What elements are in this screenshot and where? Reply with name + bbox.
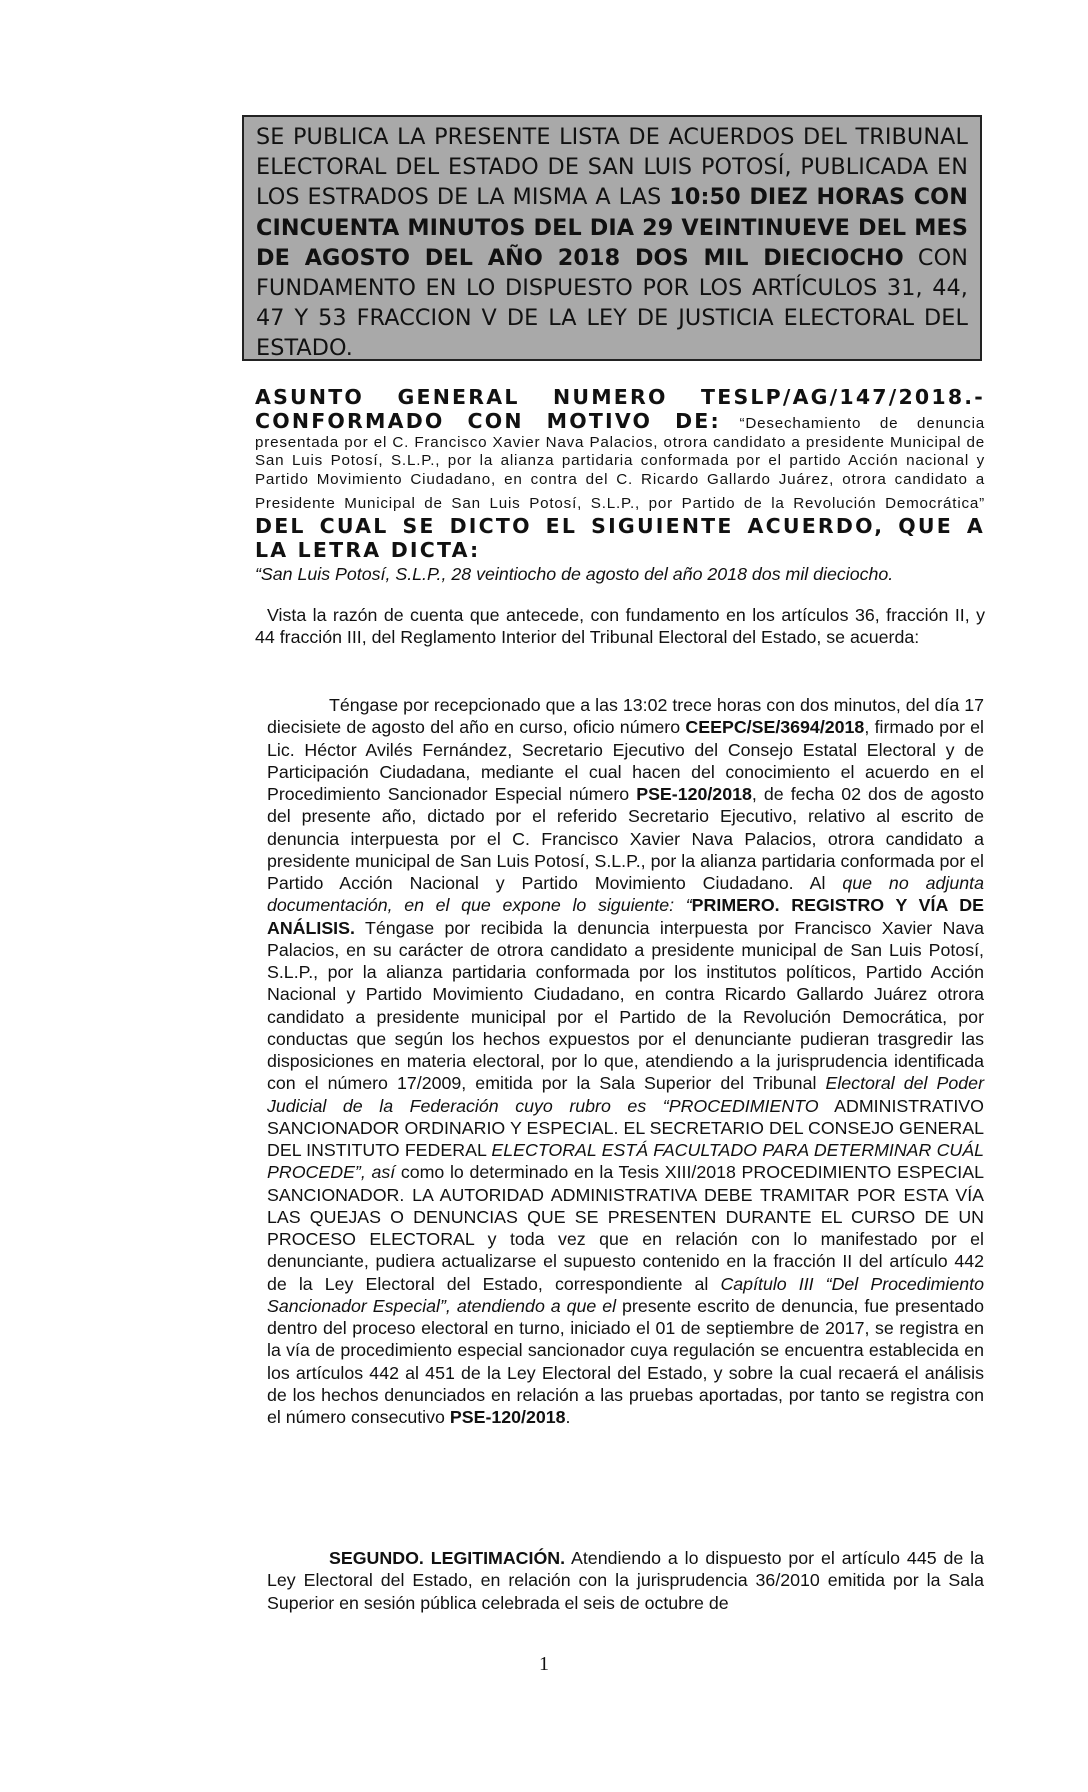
asunto-header: ASUNTO GENERAL NUMERO TESLP/AG/147/2018.- [255,385,985,409]
asunto-quote: “Desechamiento de denuncia presentada por el C. Francisco Xavier Nava Palacios, otrora candidato a presidente Municipal de San Luis Potosí, S.L.P., por la alianza partidaria conformada por el partido Acción nacional y Partido Movimiento Ciudadano, en contra del C. Ricardo Gallardo Juárez, otrora candidato a Presidente Municipal de San Luis Potosí, S.L.P., por Partido de la Revolución Democrática” [255,415,985,512]
notice-text-end: CON FUNDAMENTO EN LO DISPUESTO POR LOS ARTÍCULOS 31, 44, 47 Y 53 FRACCION V DE LA LEY DE JUSTICIA ELECTORAL DEL ESTADO. [256,244,968,362]
page-number: 1 [539,1653,549,1675]
paragraph-segundo: SEGUNDO. LEGITIMACIÓN. Atendiendo a lo dispuesto por el artículo 445 de la Ley Electoral del Estado, en relación con la jurisprudencia 36/2010 emitida por la Sala Superior en sesión pública celebrada el seis de octubre de [267,1548,984,1613]
asunto-acuerdo-label: DEL CUAL SE DICTO EL SIGUIENTE ACUERDO, QUE A LA LETRA DICTA: [255,513,985,562]
segundo-heading: SEGUNDO. LEGITIMACIÓN. [329,1548,566,1568]
pse-number-final: PSE-120/2018 [449,1407,566,1427]
oficio-number: CEEPC/SE/3694/2018 [685,717,865,738]
publication-notice-box [242,115,982,361]
primero-heading: PRIMERO. REGISTRO Y VÍA DE ANÁLISIS. [267,895,985,938]
pse-number: PSE-120/2018 [636,784,752,804]
paragraph-vista: Vista la razón de cuenta que antecede, con fundamento en los artículos 36, fracción II, y 44 fracción III, del Reglamento Interior del Tribunal Electoral del Estado, se acuerda: [255,605,985,648]
asunto-motivo-label: CONFORMADO CON MOTIVO DE: [255,409,721,433]
paragraph-main: Téngase por recepcionado que a las 13:02 trece horas con dos minutos, del día 17 diecisiete de agosto del año en curso, oficio número CEEPC/SE/3694/2018, firmado por el Lic. Héctor Avilés Fernández, Secretario Ejecutivo del Consejo Estatal Electoral y de Participación Ciudadana, mediante el cual hacen del conocimiento el acuerdo en el Procedimiento Sancionador Especial número PSE-120/2018, de fecha 02 dos de agosto del presente año, dictado por el referido Secretario Ejecutivo, relativo al escrito de denuncia interpuesta por el C. Francisco Xavier Nava Palacios, otrora candidato a presidente municipal de San Luis Potosí, S.L.P., por la alianza partidaria conformada por el Partido Acción Nacional y Partido Movimiento Ciudadano. Al que no adjunta documentación, en el que expone lo siguiente: “PRIMERO. REGISTRO Y VÍA DE ANÁLISIS. Téngase por recibida la denuncia interpuesta por Francisco Xavier Nava Palacios, en su carácter de otrora candidato a presidente municipal de San Luis Potosí, S.L.P., por la alianza partidaria conformada por los institutos políticos, Partido Acción Nacional y Partido Movimiento Ciudadano, en contra Ricardo Gallardo Juárez otrora candidato a presidente municipal por el Partido de la Revolución Democrática, por conductas que según los hechos expuestos por el denunciante pudieran trasgredir las disposiciones en materia electoral, por lo que, atendiendo a la jurisprudencia identificada con el número 17/2009, emitida por la Sala Superior del Tribunal Electoral del Poder Judicial de la Federación cuyo rubro es “PROCEDIMIENTO ADMINISTRATIVO SANCIONADOR ORDINARIO Y ESPECIAL. EL SECRETARIO DEL CONSEJO GENERAL DEL INSTITUTO FEDERAL ELECTORAL ESTÁ FACULTADO PARA DETERMINAR CUÁL PROCEDE”, así como lo determinado en la Tesis XIII/2018 PROCEDIMIENTO ESPECIAL SANCIONADOR. LA AUTORIDAD ADMINISTRATIVA DEBE TRAMITAR POR ESTA VÍA LAS QUEJAS O DENUNCIAS QUE SE PRESENTEN DURANTE EL CURSO DE UN PROCESO ELECTORAL y toda vez que en relación con lo manifestado por el denunciante, pudiera actualizarse el supuesto contenido en la fracción II del artículo 442 de la Ley Electoral del Estado, correspondiente al Capítulo III “Del Procedimiento Sancionador Especial”, atendiendo a que el presente escrito de denuncia, fue presentado dentro del proceso electoral en turno, iniciado el 01 de septiembre de 2017, se registra en la vía de procedimiento especial sancionador cuya regulación se encuentra establecida en los artículos 442 al 451 de la Ley Electoral del Estado, y sobre la cual recaerá el análisis de los hechos denunciados en relación a las pruebas aportadas, por tanto se registra con el número consecutivo PSE-120/2018. [267,695,985,1427]
notice-text-start: SE PUBLICA LA PRESENTE LISTA DE ACUERDOS DEL TRIBUNAL ELECTORAL DEL ESTADO DE SAN LUIS POTOSÍ, PUBLICADA EN LOS ESTRADOS DE LA MISMA A LAS [256,124,968,211]
notice-text-bold: 10:50 DIEZ HORAS CON CINCUENTA MINUTOS DEL DIA 29 VEINTINUEVE DEL MES DE AGOSTO DEL AÑO 2018 DOS MIL DIECIOCHO [256,184,968,271]
asunto-date-line: “San Luis Potosí, S.L.P., 28 veintiocho de agosto del año 2018 dos mil dieciocho. [255,563,894,584]
asunto-block [255,385,985,585]
